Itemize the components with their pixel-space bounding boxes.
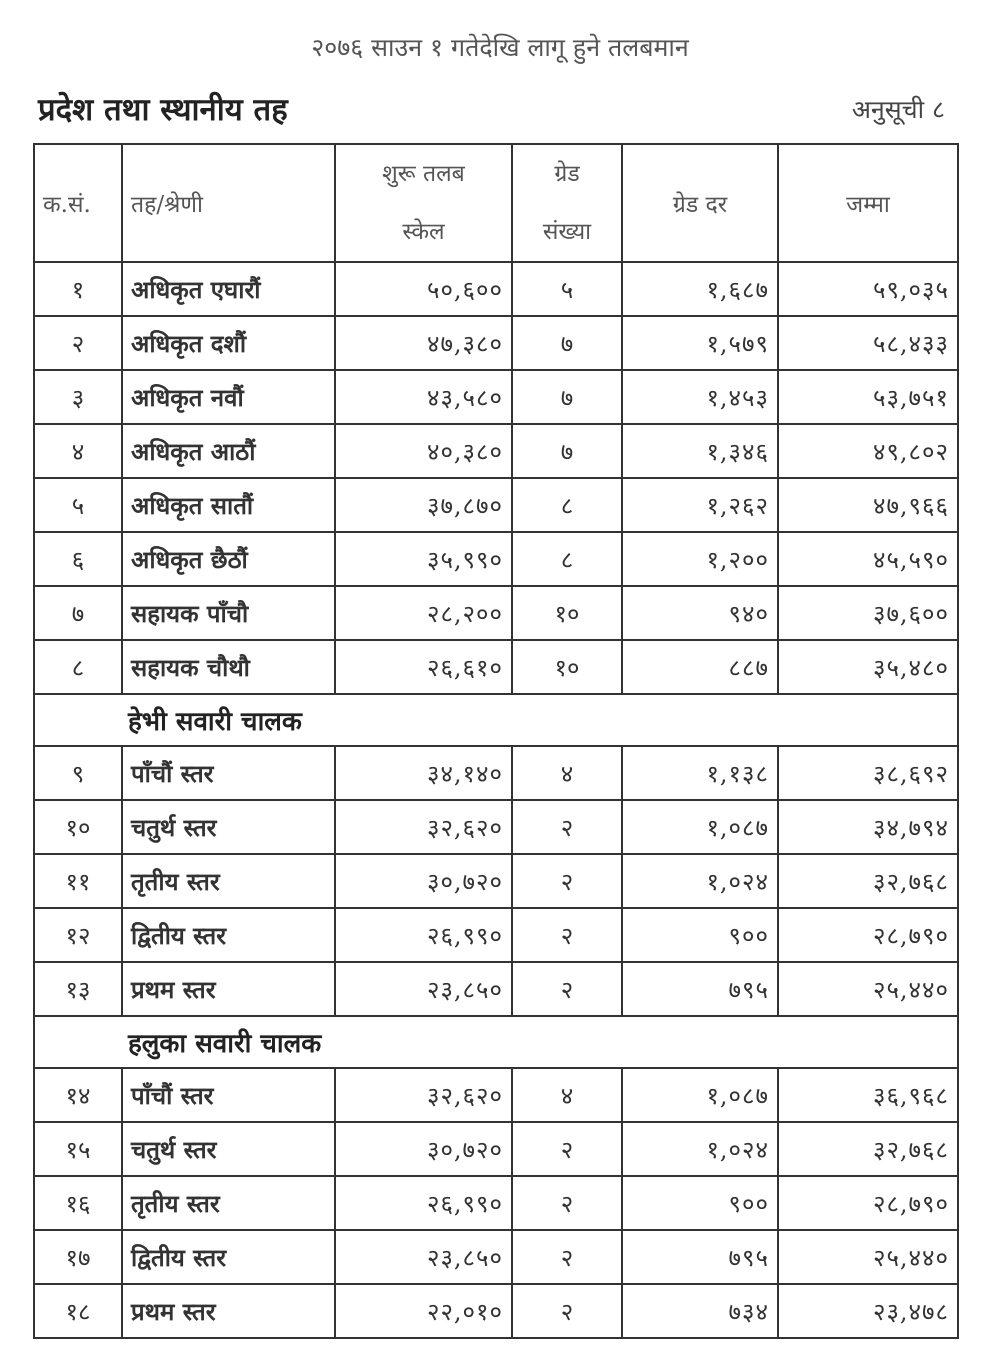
cell-title: सहायक चौथौ: [122, 640, 335, 694]
cell-total: ३४,७९४: [778, 800, 958, 854]
cell-grade-count: २: [512, 962, 622, 1016]
table-row: [34, 424, 958, 478]
cell-sn: ७: [34, 586, 122, 640]
cell-start-scale: ४७,३८०: [335, 316, 512, 370]
table-row: [34, 1068, 958, 1122]
cell-grade-count: २: [512, 1230, 622, 1284]
table-row: [34, 478, 958, 532]
cell-start-scale: ३५,९९०: [335, 532, 512, 586]
cell-total: ३२,७६८: [778, 854, 958, 908]
cell-start-scale: २३,८५०: [335, 1230, 512, 1284]
header-grade-count-line1: ग्रेड: [554, 161, 580, 187]
cell-start-scale: ३०,७२०: [335, 854, 512, 908]
header-total: जम्मा: [778, 144, 958, 262]
cell-title: तृतीय स्तर: [122, 854, 335, 908]
cell-grade-rate: ९४०: [622, 586, 778, 640]
table-row: [34, 854, 958, 908]
cell-total: ४५,५९०: [778, 532, 958, 586]
cell-title: द्वितीय स्तर: [122, 908, 335, 962]
cell-total: ५८,४३३: [778, 316, 958, 370]
cell-total: ५३,७५१: [778, 370, 958, 424]
header-start-scale-line1: शुरू तलब: [382, 161, 465, 187]
cell-grade-rate: १,१३८: [622, 746, 778, 800]
section-blank-cell: [34, 694, 122, 746]
cell-total: ३२,७६८: [778, 1122, 958, 1176]
cell-start-scale: ३०,७२०: [335, 1122, 512, 1176]
cell-grade-count: ४: [512, 1068, 622, 1122]
cell-grade-rate: १,४५३: [622, 370, 778, 424]
cell-title: अधिकृत एघारौं: [122, 262, 335, 316]
table-row: [34, 640, 958, 694]
section-heavy-vehicle-driver: हेभी सवारी चालक: [122, 694, 958, 746]
table-row: [34, 532, 958, 586]
cell-grade-rate: १,३४६: [622, 424, 778, 478]
cell-sn: १७: [34, 1230, 122, 1284]
cell-sn: ३: [34, 370, 122, 424]
cell-title: तृतीय स्तर: [122, 1176, 335, 1230]
cell-title: अधिकृत सातौं: [122, 478, 335, 532]
cell-grade-count: ४: [512, 746, 622, 800]
section-blank-cell: [34, 1016, 122, 1068]
cell-start-scale: २३,८५०: [335, 962, 512, 1016]
table-row: [34, 370, 958, 424]
cell-start-scale: ३४,१४०: [335, 746, 512, 800]
salary-table: [33, 143, 959, 1339]
header-grade-count-line2: संख्या: [542, 219, 592, 245]
cell-grade-count: २: [512, 1284, 622, 1338]
table-row: [34, 316, 958, 370]
section-light-vehicle-driver: हलुका सवारी चालक: [122, 1016, 958, 1068]
cell-grade-rate: १,०२४: [622, 1122, 778, 1176]
cell-total: ४७,९६६: [778, 478, 958, 532]
annex-label: अनुसूची ८: [851, 95, 945, 124]
cell-total: २३,४७८: [778, 1284, 958, 1338]
table-row: [34, 746, 958, 800]
cell-grade-count: ७: [512, 370, 622, 424]
table-row: [34, 262, 958, 316]
header-grade-rate: ग्रेड दर: [622, 144, 778, 262]
cell-start-scale: ३२,६२०: [335, 1068, 512, 1122]
cell-title: पाँचौं स्तर: [122, 746, 335, 800]
cell-start-scale: २२,०१०: [335, 1284, 512, 1338]
cell-sn: ५: [34, 478, 122, 532]
cell-start-scale: ४०,३८०: [335, 424, 512, 478]
cell-title: अधिकृत आठौं: [122, 424, 335, 478]
cell-grade-rate: ९००: [622, 908, 778, 962]
cell-grade-rate: १,५७९: [622, 316, 778, 370]
cell-grade-rate: ७९५: [622, 1230, 778, 1284]
table-row: [34, 800, 958, 854]
cell-title: अधिकृत नवौं: [122, 370, 335, 424]
cell-title: प्रथम स्तर: [122, 1284, 335, 1338]
cell-grade-rate: ७९५: [622, 962, 778, 1016]
cell-grade-rate: १,२००: [622, 532, 778, 586]
cell-grade-count: ५: [512, 262, 622, 316]
cell-grade-count: १०: [512, 586, 622, 640]
cell-start-scale: ५०,६००: [335, 262, 512, 316]
cell-sn: ९: [34, 746, 122, 800]
cell-sn: ८: [34, 640, 122, 694]
cell-grade-count: २: [512, 854, 622, 908]
cell-grade-rate: १,२६२: [622, 478, 778, 532]
cell-title: सहायक पाँचौ: [122, 586, 335, 640]
cell-start-scale: ३७,८७०: [335, 478, 512, 532]
cell-grade-count: ८: [512, 478, 622, 532]
header-title: तह/श्रेणी: [122, 144, 335, 262]
cell-title: द्वितीय स्तर: [122, 1230, 335, 1284]
cell-grade-rate: १,६८७: [622, 262, 778, 316]
cell-grade-rate: ७३४: [622, 1284, 778, 1338]
cell-start-scale: २६,९९०: [335, 908, 512, 962]
cell-total: ३५,४८०: [778, 640, 958, 694]
cell-sn: १८: [34, 1284, 122, 1338]
cell-grade-count: ८: [512, 532, 622, 586]
cell-grade-rate: १,०२४: [622, 854, 778, 908]
table-row: [34, 1176, 958, 1230]
cell-sn: १०: [34, 800, 122, 854]
header-sn: क.सं.: [34, 144, 122, 262]
cell-start-scale: २६,६१०: [335, 640, 512, 694]
header-grade-count: [512, 144, 622, 262]
table-row: [34, 1122, 958, 1176]
cell-grade-count: १०: [512, 640, 622, 694]
cell-title: चतुर्थ स्तर: [122, 1122, 335, 1176]
cell-sn: १४: [34, 1068, 122, 1122]
table-row: [34, 1230, 958, 1284]
cell-total: ५९,०३५: [778, 262, 958, 316]
cell-start-scale: ४३,५८०: [335, 370, 512, 424]
table-row: [34, 1284, 958, 1338]
cell-start-scale: २८,२००: [335, 586, 512, 640]
header-start-scale-line2: स्केल: [402, 219, 445, 245]
cell-start-scale: ३२,६२०: [335, 800, 512, 854]
cell-grade-count: २: [512, 1122, 622, 1176]
cell-total: २५,४४०: [778, 1230, 958, 1284]
cell-sn: २: [34, 316, 122, 370]
cell-grade-rate: ८८७: [622, 640, 778, 694]
document-top-title: २०७६ साउन १ गतेदेखि लागू हुने तलबमान: [311, 33, 689, 62]
cell-grade-rate: १,०८७: [622, 1068, 778, 1122]
cell-grade-count: २: [512, 1176, 622, 1230]
cell-sn: १६: [34, 1176, 122, 1230]
cell-sn: १२: [34, 908, 122, 962]
cell-title: अधिकृत छैठौं: [122, 532, 335, 586]
cell-sn: ११: [34, 854, 122, 908]
cell-sn: १५: [34, 1122, 122, 1176]
cell-total: ४९,८०२: [778, 424, 958, 478]
document-heading: प्रदेश तथा स्थानीय तह: [38, 92, 288, 128]
table-row: [34, 908, 958, 962]
cell-sn: ४: [34, 424, 122, 478]
header-start-scale: [335, 144, 512, 262]
table-header-row: [34, 144, 958, 262]
table-body: [34, 262, 958, 1338]
cell-grade-count: २: [512, 908, 622, 962]
cell-grade-rate: १,०८७: [622, 800, 778, 854]
table-row: [34, 586, 958, 640]
cell-start-scale: २६,९९०: [335, 1176, 512, 1230]
cell-grade-count: ७: [512, 316, 622, 370]
cell-sn: ६: [34, 532, 122, 586]
cell-total: ३६,९६८: [778, 1068, 958, 1122]
cell-grade-count: ७: [512, 424, 622, 478]
cell-sn: १३: [34, 962, 122, 1016]
cell-title: पाँचौं स्तर: [122, 1068, 335, 1122]
cell-title: चतुर्थ स्तर: [122, 800, 335, 854]
cell-sn: १: [34, 262, 122, 316]
cell-total: ३८,६९२: [778, 746, 958, 800]
cell-total: २८,७९०: [778, 1176, 958, 1230]
section-row-heavy-vehicle-driver: [34, 694, 958, 746]
section-row-light-vehicle-driver: [34, 1016, 958, 1068]
cell-title: प्रथम स्तर: [122, 962, 335, 1016]
table-row: [34, 962, 958, 1016]
cell-total: २८,७९०: [778, 908, 958, 962]
cell-total: २५,४४०: [778, 962, 958, 1016]
cell-grade-count: २: [512, 800, 622, 854]
cell-total: ३७,६००: [778, 586, 958, 640]
cell-grade-rate: ९००: [622, 1176, 778, 1230]
cell-title: अधिकृत दशौं: [122, 316, 335, 370]
